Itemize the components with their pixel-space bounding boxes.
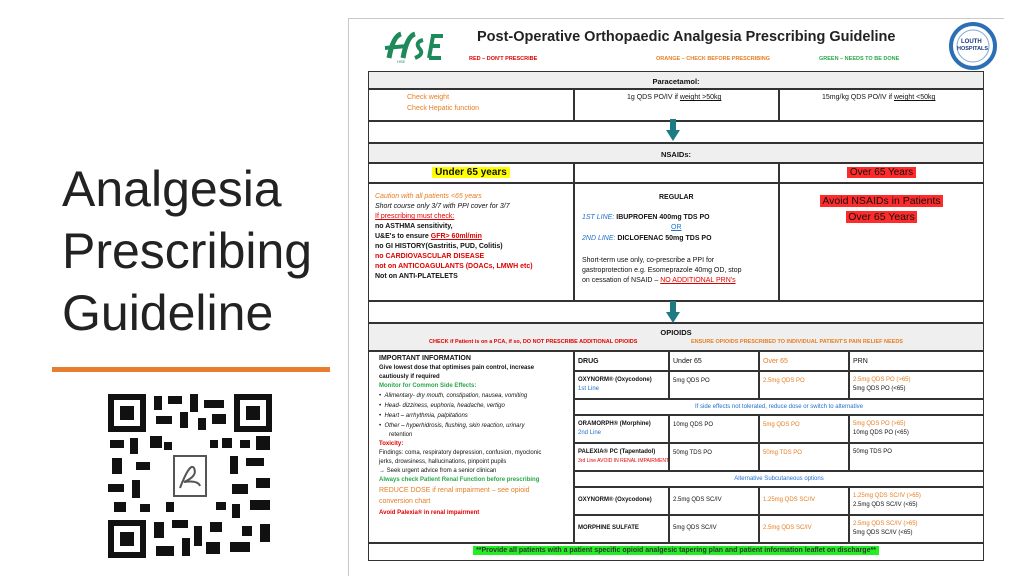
dose-prn	[849, 371, 984, 399]
louth-logo-line-2: HOSPITALS	[957, 46, 989, 52]
drug-name: ORAMORPH® (Morphine)	[578, 421, 651, 427]
caution-line: Caution with all patients <65 years	[375, 193, 482, 200]
ue-line: U&E's to ensure	[375, 233, 429, 240]
opioids-heading: OPIOIDS	[660, 328, 692, 337]
short-term-line-1: Short-term use only, co-prescribe a PPI for	[582, 257, 715, 264]
dose-over-text: 1g QDS PO/IV if	[627, 94, 678, 101]
louth-logo-line-1: LOUTH	[961, 39, 982, 45]
check-weight: Check weight	[407, 94, 450, 101]
avoid-nsaids-line-2: Over 65 Years	[848, 210, 915, 223]
renal-check-line: Always check Patient Renal Function before prescribing	[379, 477, 540, 483]
nsaids-over65-header	[779, 163, 984, 183]
legend-red: RED – DON'T PRESCRIBE	[469, 56, 538, 62]
col-header-drug: DRUG	[574, 351, 669, 371]
paracetamol-dose-under-50kg	[779, 89, 984, 121]
info-heading: IMPORTANT INFORMATION	[379, 355, 471, 362]
opioids-important-information: IMPORTANT INFORMATION Give lowest dose that optimises pain control, increase cautiously if required Monitor for Common Side Effects: • Alimentary- dry mouth, constipation, nausea, vomiting • Head- dizziness, euphoria, headache, vertigo • Heart – arrhythmia, palpitations • Other – hyperhidrosis, flushing, skin reaction, urinary retention Toxicity: Findings: coma, respiratory depression, confusion, myoclonic jerks, drowsiness, hallucinations, pinpoint pupils → Seek urgent advice from a senior clinican Always check Patient Renal Function before prescribing REDUCE DOSE if renal impairment – see opioid conversion chart Avoid Palexia® in renal impairment	[368, 351, 574, 543]
toxicity-heading: Toxicity:	[379, 441, 404, 447]
prn-line-2: 5mg QDS SC/IV (<65)	[853, 530, 913, 536]
drug-row-oxynorm-po	[574, 371, 669, 399]
document-header	[349, 19, 1005, 69]
nsaids-under65-header	[368, 163, 574, 183]
louth-hospitals-logo	[947, 21, 1001, 71]
dose-over65: 2.5mg QDS SC/IV	[759, 515, 849, 543]
drug-row-oramorph	[574, 415, 669, 443]
dose-under-text: 15mg/kg QDS PO/IV if	[822, 94, 893, 101]
dose-under65: 2.5mg QDS SC/IV	[669, 487, 759, 515]
hse-logo-text: HSE	[397, 59, 406, 64]
prn-line-2: 10mg QDS PO (<65)	[853, 430, 909, 436]
antiplatelet-line: Not on ANTI-PLATELETS	[375, 273, 458, 280]
dose-over65: 2.5mg QDS PO	[759, 371, 849, 399]
drug-line: 1st Line	[578, 386, 600, 392]
anticoag-line: not on ANTICOAGULANTS (DOACs, LMWH etc)	[375, 263, 533, 270]
dose-over65: 50mg TDS PO	[759, 443, 849, 471]
dose-under65: 10mg QDS PO	[669, 415, 759, 443]
reduce-dose-line-1: REDUCE DOSE if renal impairment – see opioid	[379, 487, 530, 494]
arrow-down-icon	[666, 119, 680, 141]
legend-orange: ORANGE – CHECK BEFORE PRESCRIBING	[656, 56, 770, 62]
seek-advice-line: → Seek urgent advice from a senior clinican	[379, 468, 497, 474]
no-additional-prns: NO ADDITIONAL PRN's	[660, 277, 736, 284]
qr-code-graphic	[106, 392, 274, 560]
nsaids-criteria	[368, 183, 574, 301]
dose-under65: 5mg QDS SC/IV	[669, 515, 759, 543]
prn-line-1: 2.5mg QDS SC/IV (>65)	[853, 521, 918, 527]
short-course-line: Short course only 3/7 with PPI cover for 3/7	[375, 203, 510, 210]
second-line-drug: DICLOFENAC 50mg TDS PO	[617, 235, 712, 242]
dose-prn	[849, 443, 984, 471]
nsaids-over65-advice	[779, 183, 984, 301]
over-65-label: Over 65 Years	[847, 167, 916, 178]
side-effects-band: If side effects not tolerated, reduce dose or switch to alternative	[574, 399, 984, 415]
monitor-heading: Monitor for Common Side Effects:	[379, 383, 477, 389]
side-effect-2: Head- dizziness, euphoria, headache, vertigo	[384, 403, 505, 409]
first-line-label: 1ST LINE:	[582, 214, 615, 221]
side-effect-4-continued: retention	[389, 432, 413, 438]
slide-title	[62, 158, 342, 344]
dose-prn	[849, 415, 984, 443]
col-header-under65: Under 65	[669, 351, 759, 371]
col-header-prn: PRN	[849, 351, 984, 371]
dose-under65: 5mg QDS PO	[669, 371, 759, 399]
document-title: Post-Operative Orthopaedic Analgesia Prescribing Guideline	[477, 29, 896, 45]
dose-over-weight: weight >50kg	[679, 94, 722, 101]
drug-row-palexia	[574, 443, 669, 471]
or-label: OR	[671, 224, 682, 231]
side-effect-1: Alimentary- dry mouth, constipation, nausea, vomiting	[384, 393, 528, 399]
gfr-threshold: GFR> 60ml/min	[430, 233, 482, 240]
dose-over65: 1.25mg QDS SC/IV	[759, 487, 849, 515]
second-line-label: 2ND LINE:	[582, 235, 616, 242]
discharge-footer	[368, 543, 984, 561]
drug-line: 3rd Line AVOID IN RENAL IMPAIRMENT	[578, 458, 670, 464]
side-effect-3: Heart – arrhythmia, palpitations	[384, 413, 468, 419]
nsaids-heading: NSAIDs:	[368, 143, 984, 163]
drug-name: OXYNORM® (Oxycodone)	[578, 377, 652, 383]
check-hepatic: Check Hepatic function	[407, 105, 479, 112]
reduce-dose-line-2: conversion chart	[379, 498, 431, 505]
slide-title-line-3: Guideline	[62, 285, 274, 341]
subcutaneous-options-band: Alternative Subcutaneous options	[574, 471, 984, 487]
avoid-palexia-line: Avoid Palexia® in renal impairment	[379, 510, 480, 516]
drug-row-oxynorm-sc	[574, 487, 669, 515]
asthma-line: no ASTHMA sensitivity,	[375, 223, 453, 230]
col-header-over65: Over 65	[759, 351, 849, 371]
prn-line-2: 2.5mg QDS SC/IV (<65)	[853, 502, 918, 508]
info-line-2: cautiously if required	[379, 374, 440, 380]
dose-under65: 50mg TDS PO	[669, 443, 759, 471]
ensure-opioids-line: ENSURE OPIOIDS PRESCRIBED TO INDIVIDUAL PATIENT'S PAIN RELIEF NEEDS	[691, 339, 903, 345]
paracetamol-heading: Paracetamol:	[368, 71, 984, 89]
discharge-footer-text: **Provide all patients with a patient specific opioid analgesic tapering plan and patient information leaflet on discharge**	[473, 546, 879, 555]
drug-line: 2nd Line	[578, 430, 602, 436]
dose-under-weight: weight <50kg	[893, 94, 936, 101]
under-65-label: Under 65 years	[432, 167, 510, 178]
cardio-line: no CARDIOVASCULAR DISEASE	[375, 253, 485, 260]
slide-title-line-2: Prescribing	[62, 223, 313, 279]
nsaids-regular-dosing	[574, 183, 779, 301]
nsaids-regular-header	[574, 163, 779, 183]
guideline-document	[348, 18, 1004, 576]
side-effect-4: Other – hyperhidrosis, flushing, skin reaction, urinary	[384, 423, 525, 429]
legend-green: GREEN – NEEDS TO BE DONE	[819, 56, 900, 62]
info-line-1: Give lowest dose that optimises pain control, increase	[379, 365, 535, 371]
regular-heading: REGULAR	[659, 194, 694, 201]
if-prescribing-line: If prescribing must check:	[375, 213, 455, 220]
paracetamol-dose-over-50kg	[574, 89, 779, 121]
drug-name: MORPHINE SULFATE	[578, 525, 639, 531]
drug-name: OXYNORM® (Oxycodone)	[578, 497, 652, 503]
findings-line-1: Findings: coma, respiratory depression, confusion, myoclonic	[379, 450, 542, 456]
prn-line-1: 5mg QDS PO (>65)	[853, 421, 906, 427]
opioids-heading-block	[368, 323, 984, 351]
qr-code[interactable]	[106, 392, 274, 560]
prn-line-1: 2.5mg QDS PO (>65)	[853, 377, 911, 383]
prn-line-2: 5mg QDS PO (<65)	[853, 386, 906, 392]
slide-title-line-1: Analgesia	[62, 161, 282, 217]
first-line-drug: IBUPROFEN 400mg TDS PO	[616, 214, 710, 221]
short-term-line-3: on cessation of NSAID –	[582, 277, 659, 284]
pca-check-line: CHECK if Patient is on a PCA, if so, DO NOT PRESCRIBE ADDITIONAL OPIOIDS	[429, 339, 638, 345]
paracetamol-checks	[368, 89, 574, 121]
prn-line-1: 50mg TDS PO	[853, 449, 892, 455]
arrow-down-icon	[666, 301, 680, 323]
prn-line-1: 1.25mg QDS SC/IV (>65)	[853, 493, 921, 499]
dose-prn	[849, 515, 984, 543]
avoid-nsaids-line-1: Avoid NSAIDs in Patients	[822, 195, 941, 207]
findings-line-2: jerks, drowsiness, hallucinations, pinpoint pupils	[379, 459, 507, 465]
title-divider	[52, 367, 330, 372]
short-term-line-2: gastroprotection e.g. Esomeprazole 40mg OD, stop	[582, 267, 742, 274]
gi-line: no GI HISTORY(Gastritis, PUD, Colitis)	[375, 243, 503, 250]
hse-logo	[383, 28, 445, 64]
drug-row-morphine-sulfate	[574, 515, 669, 543]
dose-prn	[849, 487, 984, 515]
drug-name: PALEXIA® PC (Tapentadol)	[578, 449, 656, 455]
dose-over65: 5mg QDS PO	[759, 415, 849, 443]
